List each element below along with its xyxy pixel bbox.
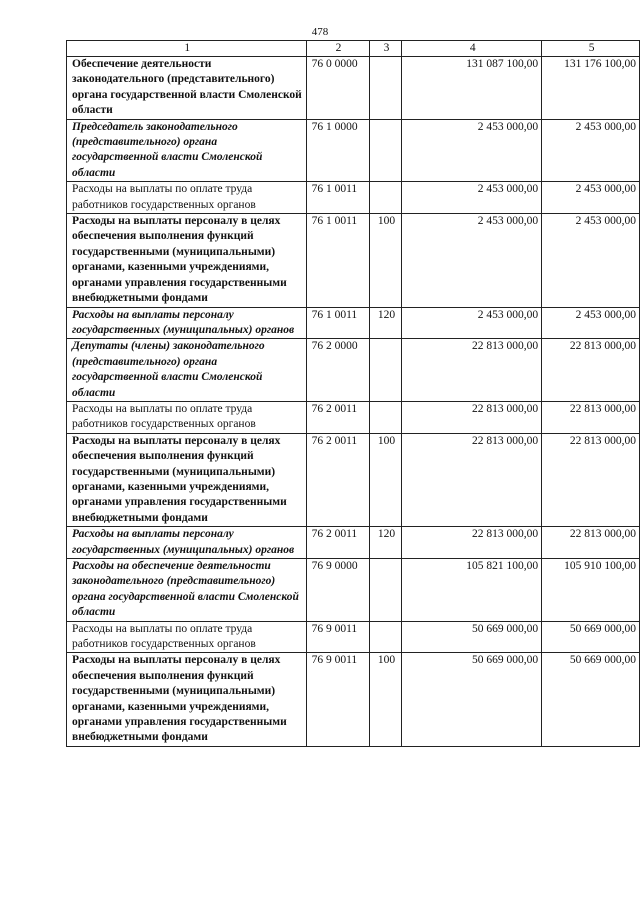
code-cell: 76 0 0000 xyxy=(306,57,369,120)
page-number: 478 xyxy=(311,26,329,38)
code-cell: 76 1 0011 xyxy=(306,214,369,307)
amount-cell-year-1: 2 453 000,00 xyxy=(402,182,542,214)
amount-cell-year-2: 50 669 000,00 xyxy=(542,653,640,746)
amount-cell-year-2: 22 813 000,00 xyxy=(542,401,640,433)
amount-cell-year-2: 22 813 000,00 xyxy=(542,433,640,526)
table-row xyxy=(67,527,640,559)
header-col-1: 1 xyxy=(67,41,307,57)
header-col-4: 4 xyxy=(402,41,542,57)
code-cell: 76 2 0000 xyxy=(306,339,369,402)
amount-cell-year-1: 50 669 000,00 xyxy=(402,653,542,746)
table-header-row xyxy=(67,41,640,57)
expense-type-cell xyxy=(369,559,402,622)
amount-cell-year-2: 50 669 000,00 xyxy=(542,621,640,653)
expense-type-cell xyxy=(369,339,402,402)
table-row xyxy=(67,214,640,307)
amount-cell-year-2: 22 813 000,00 xyxy=(542,527,640,559)
table-row xyxy=(67,559,640,622)
expense-type-cell: 100 xyxy=(369,433,402,526)
expense-type-cell: 120 xyxy=(369,307,402,339)
code-cell: 76 2 0011 xyxy=(306,527,369,559)
amount-cell-year-1: 105 821 100,00 xyxy=(402,559,542,622)
amount-cell-year-1: 22 813 000,00 xyxy=(402,401,542,433)
name-cell: Расходы на обеспечение деятельности законодательного (представительного) органа государственной власти Смоленской области xyxy=(67,559,307,622)
amount-cell-year-1: 22 813 000,00 xyxy=(402,339,542,402)
expense-type-cell: 100 xyxy=(369,214,402,307)
name-cell: Расходы на выплаты персоналу в целях обеспечения выполнения функций государственными (муниципальными) органами, казенными учреждениями, органами управления государственными внебюджетными фондами xyxy=(67,433,307,526)
code-cell: 76 9 0011 xyxy=(306,653,369,746)
amount-cell-year-1: 2 453 000,00 xyxy=(402,119,542,182)
name-cell: Председатель законодательного (представительного) органа государственной власти Смоленской области xyxy=(67,119,307,182)
code-cell: 76 9 0011 xyxy=(306,621,369,653)
table-row xyxy=(67,57,640,120)
amount-cell-year-1: 22 813 000,00 xyxy=(402,433,542,526)
amount-cell-year-2: 2 453 000,00 xyxy=(542,119,640,182)
code-cell: 76 1 0011 xyxy=(306,307,369,339)
table-row xyxy=(67,307,640,339)
expense-type-cell xyxy=(369,57,402,120)
header-col-5: 5 xyxy=(542,41,640,57)
code-cell: 76 2 0011 xyxy=(306,433,369,526)
table-row xyxy=(67,401,640,433)
expense-type-cell: 100 xyxy=(369,653,402,746)
name-cell: Расходы на выплаты персоналу государственных (муниципальных) органов xyxy=(67,527,307,559)
table-row xyxy=(67,339,640,402)
amount-cell-year-1: 50 669 000,00 xyxy=(402,621,542,653)
name-cell: Расходы на выплаты персоналу государственных (муниципальных) органов xyxy=(67,307,307,339)
name-cell: Расходы на выплаты по оплате труда работников государственных органов xyxy=(67,401,307,433)
amount-cell-year-1: 2 453 000,00 xyxy=(402,214,542,307)
expense-type-cell xyxy=(369,621,402,653)
amount-cell-year-1: 131 087 100,00 xyxy=(402,57,542,120)
amount-cell-year-2: 2 453 000,00 xyxy=(542,307,640,339)
budget-table xyxy=(66,40,640,747)
name-cell: Расходы на выплаты персоналу в целях обеспечения выполнения функций государственными (муниципальными) органами, казенными учреждениями, органами управления государственными внебюджетными фондами xyxy=(67,214,307,307)
name-cell: Депутаты (члены) законодательного (представительного) органа государственной власти Смоленской области xyxy=(67,339,307,402)
name-cell: Расходы на выплаты по оплате труда работников государственных органов xyxy=(67,621,307,653)
expense-type-cell xyxy=(369,182,402,214)
amount-cell-year-2: 2 453 000,00 xyxy=(542,214,640,307)
amount-cell-year-2: 105 910 100,00 xyxy=(542,559,640,622)
name-cell: Расходы на выплаты персоналу в целях обеспечения выполнения функций государственными (муниципальными) органами, казенными учреждениями, органами управления государственными внебюджетными фондами xyxy=(67,653,307,746)
table-row xyxy=(67,119,640,182)
table-body xyxy=(67,57,640,747)
amount-cell-year-1: 22 813 000,00 xyxy=(402,527,542,559)
table-row xyxy=(67,433,640,526)
code-cell: 76 1 0011 xyxy=(306,182,369,214)
code-cell: 76 1 0000 xyxy=(306,119,369,182)
name-cell: Обеспечение деятельности законодательного (представительного) органа государственной власти Смоленской области xyxy=(67,57,307,120)
amount-cell-year-2: 22 813 000,00 xyxy=(542,339,640,402)
name-cell: Расходы на выплаты по оплате труда работников государственных органов xyxy=(67,182,307,214)
amount-cell-year-2: 131 176 100,00 xyxy=(542,57,640,120)
code-cell: 76 9 0000 xyxy=(306,559,369,622)
code-cell: 76 2 0011 xyxy=(306,401,369,433)
table-row xyxy=(67,182,640,214)
header-col-3: 3 xyxy=(369,41,402,57)
amount-cell-year-2: 2 453 000,00 xyxy=(542,182,640,214)
expense-type-cell xyxy=(369,401,402,433)
expense-type-cell xyxy=(369,119,402,182)
amount-cell-year-1: 2 453 000,00 xyxy=(402,307,542,339)
expense-type-cell: 120 xyxy=(369,527,402,559)
table-row xyxy=(67,653,640,746)
table-row xyxy=(67,621,640,653)
header-col-2: 2 xyxy=(306,41,369,57)
